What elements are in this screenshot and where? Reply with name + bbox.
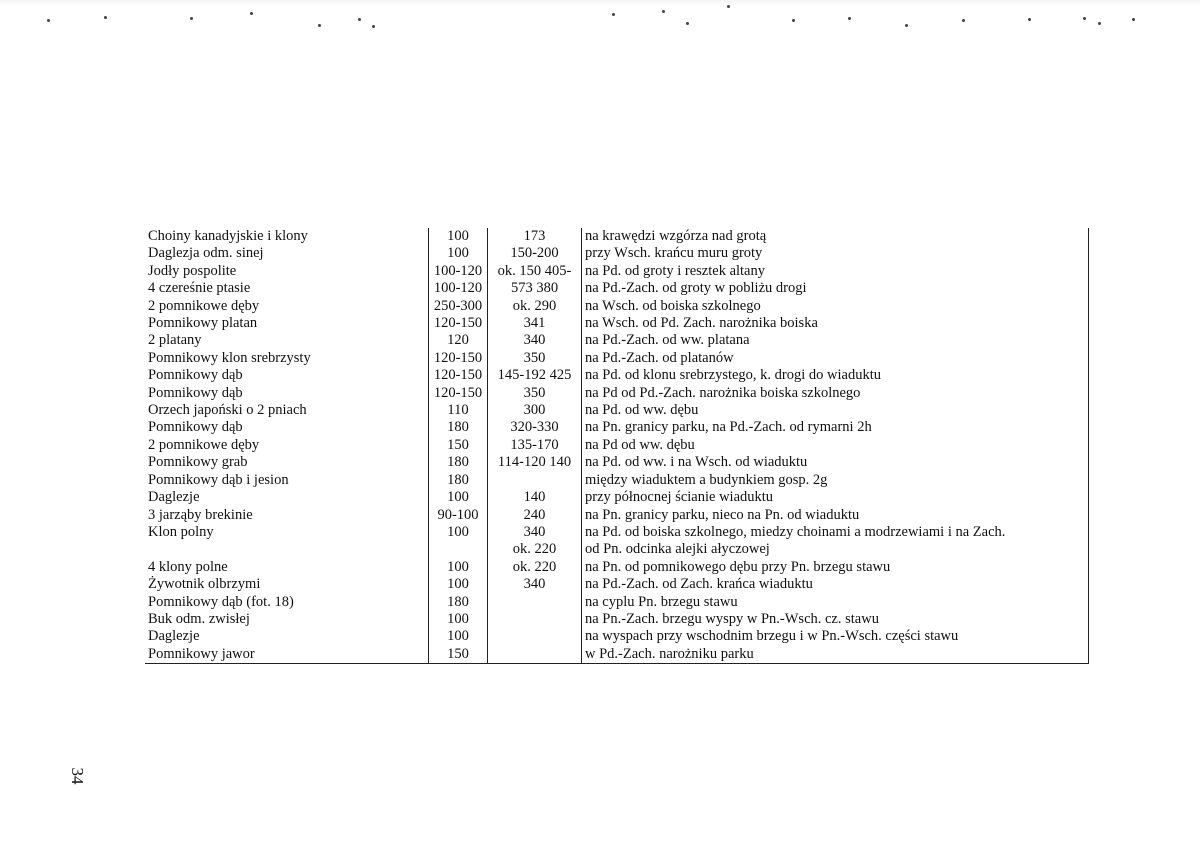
location-cell: na Pn.-Zach. brzegu wyspy w Pn.-Wsch. cz. stawu <box>582 611 1089 628</box>
value-cell: 90-100 <box>429 507 488 524</box>
table-row <box>145 402 1089 419</box>
location-cell: na Pd.-Zach. od ww. platana <box>582 332 1089 349</box>
measure-cell: 240 <box>488 507 582 524</box>
value-cell: 120-150 <box>429 350 488 367</box>
value-cell: 100 <box>429 524 488 541</box>
measure-cell: ok. 220 <box>488 559 582 576</box>
tree-name-cell: Daglezje <box>148 489 200 506</box>
value-cell: 120-150 <box>429 367 488 384</box>
table-row <box>145 419 1089 436</box>
value-cell: 100 <box>429 611 488 628</box>
value-cell: 100 <box>429 628 488 645</box>
page-number: 34 <box>68 767 87 785</box>
table-row <box>145 576 1089 593</box>
measure-cell: ok. 150 405- <box>488 263 582 280</box>
location-cell: na Pd. od ww. dębu <box>582 402 1089 419</box>
measure-cell: 150-200 <box>488 245 582 262</box>
location-cell: na Pd.-Zach. od platanów <box>582 350 1089 367</box>
location-cell: na krawędzi wzgórza nad grotą <box>582 228 1089 245</box>
tree-name-cell: Pomnikowy jawor <box>145 646 429 664</box>
tree-name-cell: Jodły pospolite <box>148 262 237 279</box>
table-row <box>145 541 1089 558</box>
value-cell: 100 <box>429 245 488 262</box>
table-row <box>145 507 1089 524</box>
scan-top-band <box>0 0 1200 6</box>
value-cell: 250-300 <box>429 298 488 315</box>
measure-cell: 320-330 <box>488 419 582 436</box>
table-row <box>145 280 1089 297</box>
tree-name-cell: 2 platany <box>148 332 202 349</box>
measure-cell: 341 <box>488 315 582 332</box>
tree-name-cell: Pomnikowy dąb <box>148 367 243 384</box>
tree-name-cell: 4 klony polne <box>148 558 228 575</box>
table-row <box>145 245 1089 262</box>
location-cell: na Pn. od pomnikowego dębu przy Pn. brzegu stawu <box>582 559 1089 576</box>
value-cell: 100 <box>429 228 488 245</box>
table-row <box>145 350 1089 367</box>
tree-name-cell: Orzech japoński o 2 pniach <box>148 402 307 419</box>
table-row <box>145 489 1089 506</box>
location-cell: na Pd. od boiska szkolnego, miedzy choinami a modrzewiami i na Zach. <box>582 524 1089 541</box>
tree-name-cell: 4 czereśnie ptasie <box>148 280 251 297</box>
measure-cell: ok. 290 <box>488 298 582 315</box>
table-row <box>145 594 1089 611</box>
tree-name-cell: Pomnikowy grab <box>148 454 248 471</box>
measure-cell <box>488 594 582 611</box>
value-cell: 100 <box>429 559 488 576</box>
value-cell: 150 <box>429 646 488 664</box>
tree-name-cell: Daglezje <box>148 628 200 645</box>
value-cell: 180 <box>429 472 488 489</box>
table-row <box>145 524 1089 541</box>
tree-name-cell: Pomnikowy platan <box>148 315 258 332</box>
location-cell: w Pd.-Zach. narożniku parku <box>582 646 1089 664</box>
location-cell: na Pd od ww. dębu <box>582 437 1089 454</box>
value-cell <box>429 541 488 558</box>
tree-name-cell: Pomnikowy dąb (fot. 18) <box>148 593 294 610</box>
location-cell: przy Wsch. krańcu muru groty <box>582 245 1089 262</box>
location-cell: na Pd. od klonu srebrzystego, k. drogi do wiaduktu <box>582 367 1089 384</box>
measure-cell: 350 <box>488 350 582 367</box>
location-cell: na Pd.-Zach. od groty w pobliżu drogi <box>582 280 1089 297</box>
tree-name-cell: 3 jarząby brekinie <box>148 506 253 523</box>
table-row <box>145 646 1089 664</box>
location-cell: na Wsch. od boiska szkolnego <box>582 298 1089 315</box>
measure-cell: 350 <box>488 385 582 402</box>
measure-cell <box>488 646 582 664</box>
measure-cell: 340 <box>488 332 582 349</box>
tree-name-cell: Pomnikowy dąb i jesion <box>148 471 289 488</box>
tree-name-cell: Pomnikowy dąb <box>148 384 243 401</box>
tree-name-cell <box>145 541 429 558</box>
value-cell: 110 <box>429 402 488 419</box>
tree-name-cell: Klon polny <box>148 523 214 540</box>
tree-name-cell: Daglezja odm. sinej <box>148 245 264 262</box>
value-cell: 180 <box>429 419 488 436</box>
value-cell: 100 <box>429 489 488 506</box>
location-cell: na Pn. granicy parku, nieco na Pn. od wiaduktu <box>582 507 1089 524</box>
location-cell: przy północnej ścianie wiaduktu <box>582 489 1089 506</box>
measure-cell <box>488 611 582 628</box>
location-cell: na Pd od Pd.-Zach. narożnika boiska szkolnego <box>582 385 1089 402</box>
tree-name-cell: Buk odm. zwisłej <box>148 610 250 627</box>
measure-cell: 135-170 <box>488 437 582 454</box>
measure-cell: 145-192 425 <box>488 367 582 384</box>
tree-inventory-table <box>145 228 1089 664</box>
location-cell: od Pn. odcinka alejki ałyczowej <box>582 541 1089 558</box>
table-row <box>145 385 1089 402</box>
location-cell: na Pd.-Zach. od Zach. krańca wiaduktu <box>582 576 1089 593</box>
table-row <box>145 611 1089 628</box>
table-row <box>145 263 1089 280</box>
value-cell: 100-120 <box>429 280 488 297</box>
measure-cell <box>488 472 582 489</box>
value-cell: 150 <box>429 437 488 454</box>
location-cell: na wyspach przy wschodnim brzegu i w Pn.-Wsch. części stawu <box>582 628 1089 645</box>
table-row <box>145 315 1089 332</box>
value-cell: 100 <box>429 576 488 593</box>
location-cell: między wiaduktem a budynkiem gosp. 2g <box>582 472 1089 489</box>
measure-cell: 140 <box>488 489 582 506</box>
value-cell: 120-150 <box>429 315 488 332</box>
tree-inventory-rows <box>145 228 1089 664</box>
measure-cell: 573 380 <box>488 280 582 297</box>
table-row <box>145 454 1089 471</box>
measure-cell: ok. 220 <box>488 541 582 558</box>
tree-name-cell: Pomnikowy klon srebrzysty <box>148 349 311 366</box>
tree-name-cell: 2 pomnikowe dęby <box>148 297 260 314</box>
table-row <box>145 228 1089 245</box>
location-cell: na cyplu Pn. brzegu stawu <box>582 594 1089 611</box>
table-row <box>145 367 1089 384</box>
tree-name-cell: Pomnikowy dąb <box>148 419 243 436</box>
table-row <box>145 628 1089 645</box>
table-row <box>145 472 1089 489</box>
measure-cell: 340 <box>488 524 582 541</box>
table-row <box>145 559 1089 576</box>
location-cell: na Pd. od ww. i na Wsch. od wiaduktu <box>582 454 1089 471</box>
tree-name-cell: Choiny kanadyjskie i klony <box>148 228 308 244</box>
value-cell: 100-120 <box>429 263 488 280</box>
location-cell: na Wsch. od Pd. Zach. narożnika boiska <box>582 315 1089 332</box>
value-cell: 120 <box>429 332 488 349</box>
location-cell: na Pn. granicy parku, na Pd.-Zach. od rymarni 2h <box>582 419 1089 436</box>
measure-cell: 173 <box>488 228 582 245</box>
measure-cell: 340 <box>488 576 582 593</box>
tree-name-cell: 2 pomnikowe dęby <box>148 436 260 453</box>
tree-name-cell: Żywotnik olbrzymi <box>148 576 261 593</box>
measure-cell: 114-120 140 <box>488 454 582 471</box>
table-row <box>145 332 1089 349</box>
value-cell: 120-150 <box>429 385 488 402</box>
table-row <box>145 298 1089 315</box>
value-cell: 180 <box>429 454 488 471</box>
value-cell: 180 <box>429 594 488 611</box>
table-row <box>145 437 1089 454</box>
measure-cell: 300 <box>488 402 582 419</box>
measure-cell <box>488 628 582 645</box>
location-cell: na Pd. od groty i resztek altany <box>582 263 1089 280</box>
